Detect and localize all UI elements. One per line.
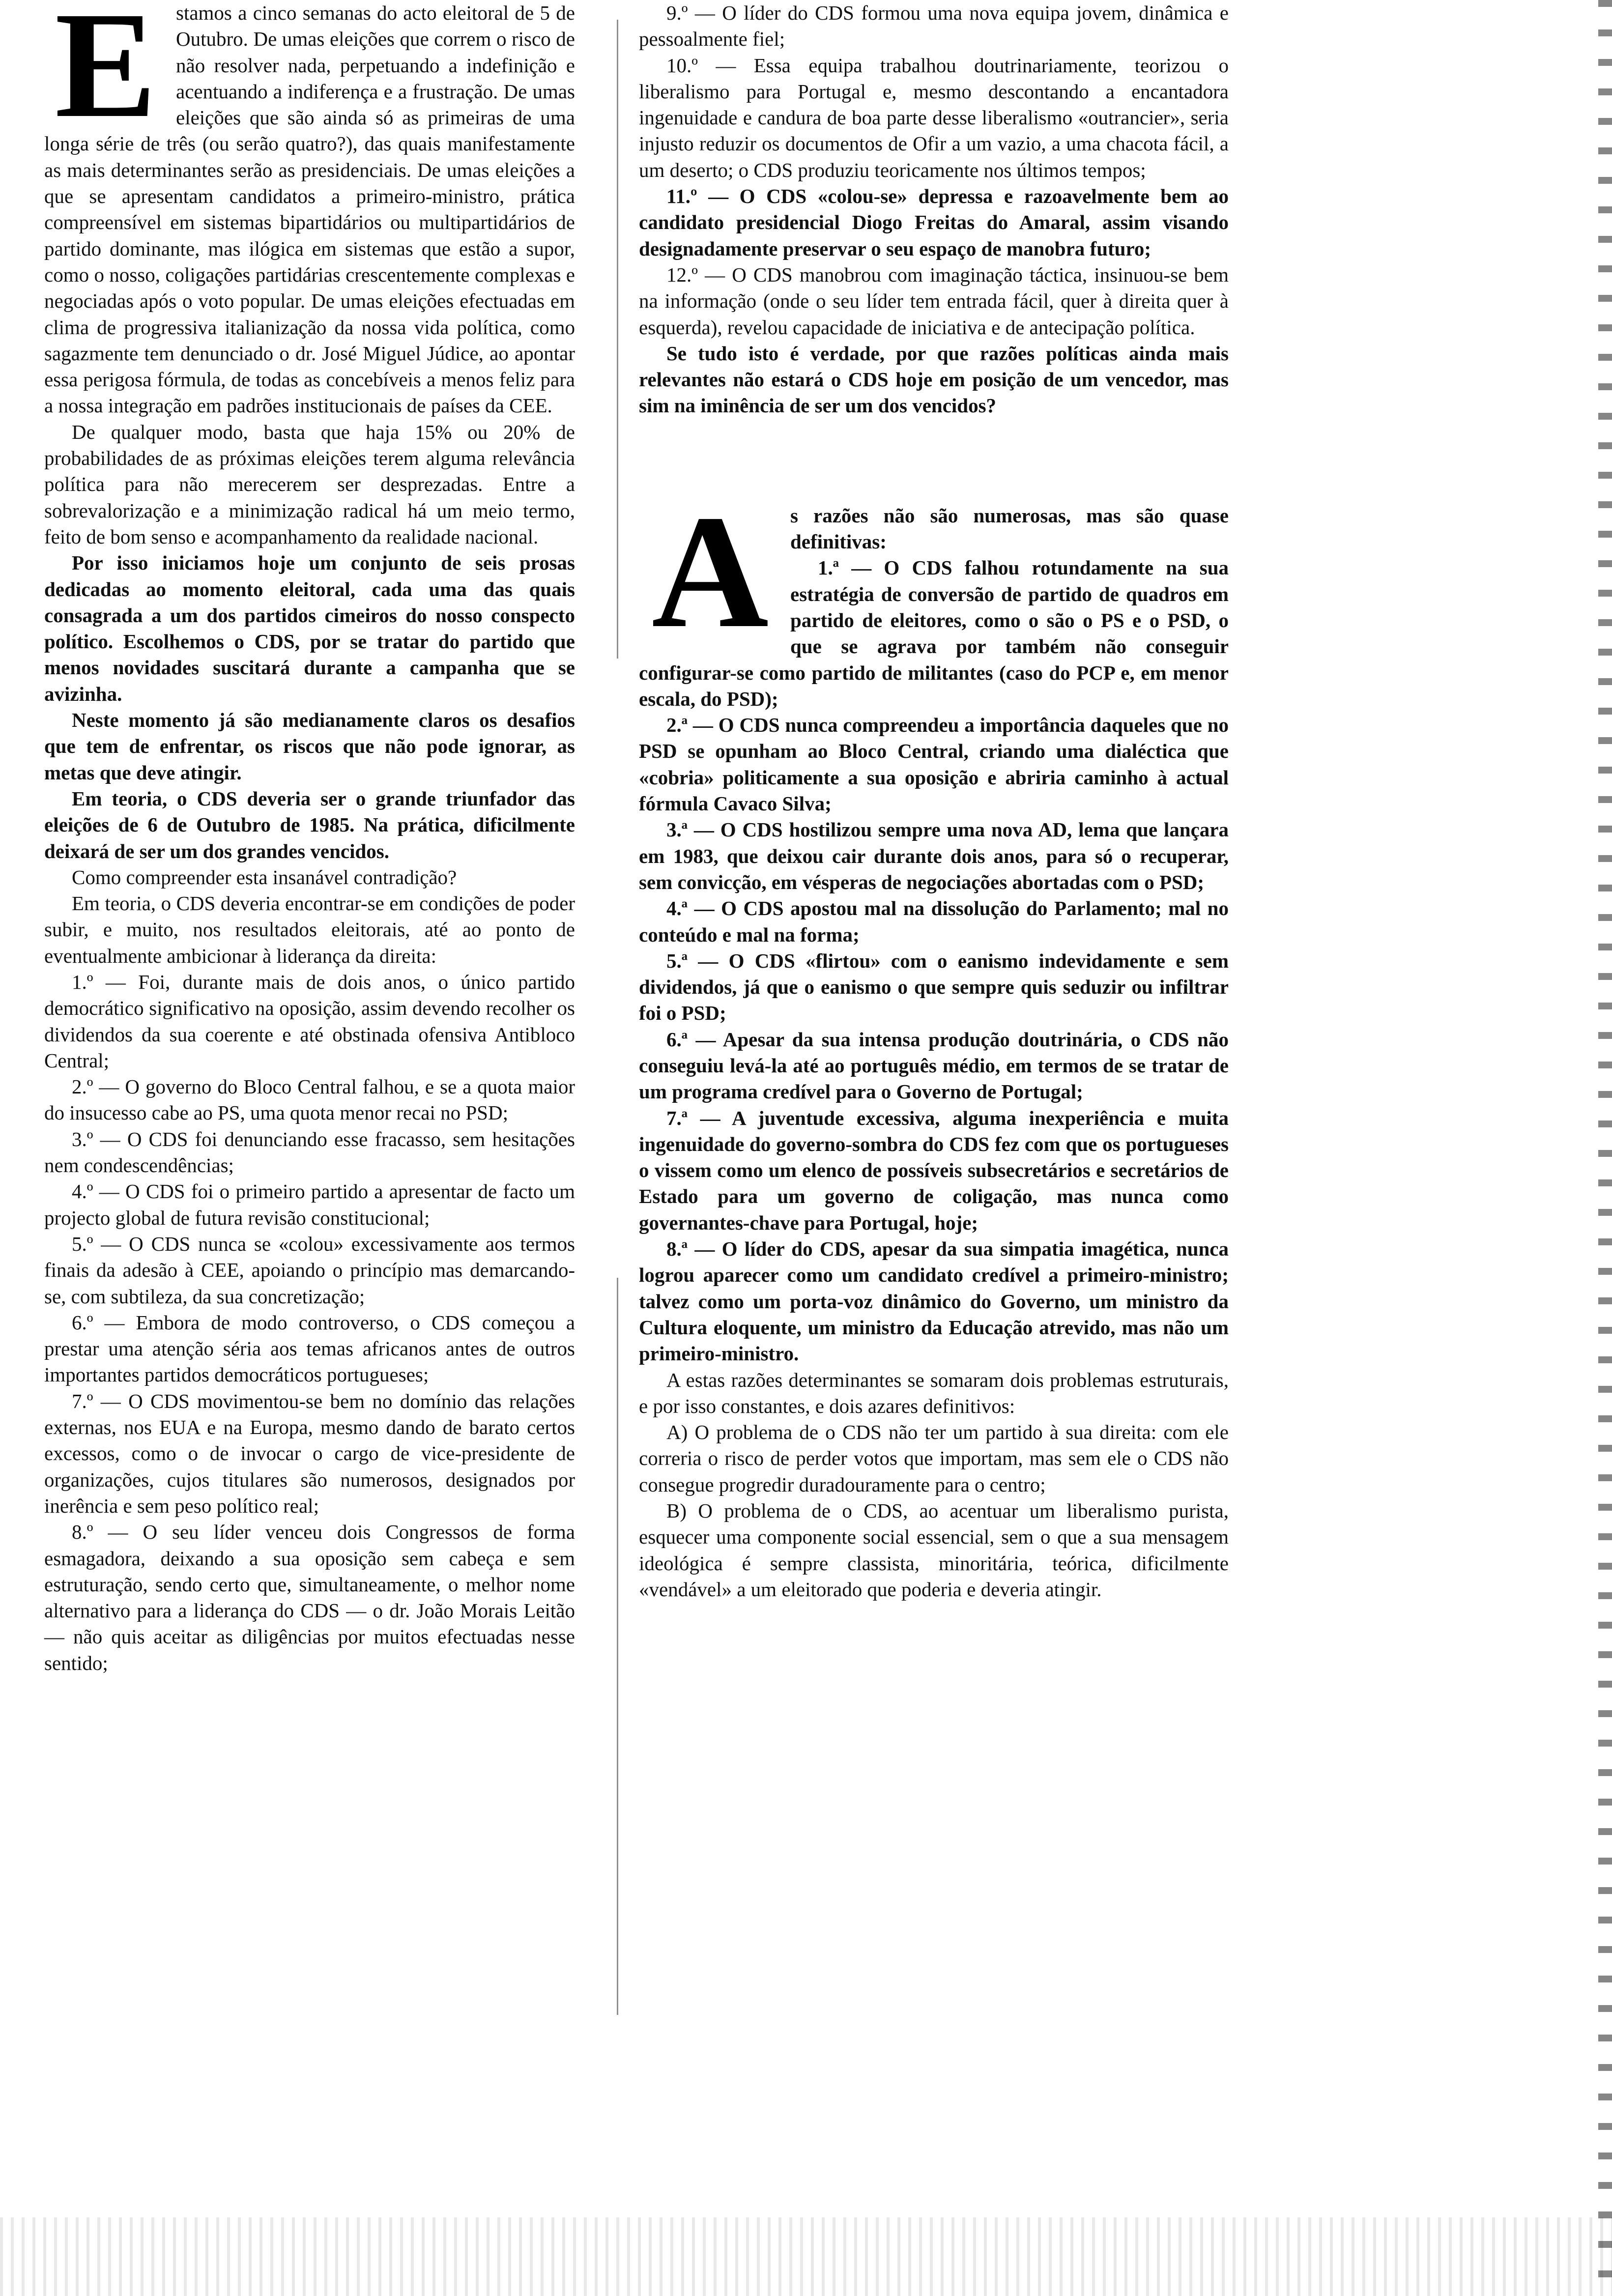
list-item: 2.ª — O CDS nunca compreendeu a importância daqueles que no PSD se opunham ao Bloco Central, criando uma dialéctica que «cobria» politicamente a sua oposição e abriria caminho à actual fórmula Cavaco Silva; bbox=[639, 714, 1229, 815]
paragraph: Neste momento já são medianamente claros os desafios que tem de enfrentar, os riscos que não pode ignorar, as metas que deve atingir. bbox=[44, 709, 575, 784]
paragraph: A estas razões determinantes se somaram dois problemas estruturais, e por isso constantes, e dois azares definitivos: bbox=[639, 1368, 1229, 1417]
list-item: 7.º — O CDS movimentou-se bem no domínio das relações externas, nos EUA e na Europa, mesmo dando de barato certos excessos, como o de invocar o cargo de vice-presidente de organizações, cujos titulares são numerosos, designados por inerência e sem peso político real; bbox=[44, 1389, 575, 1517]
list-item: 9.º — O líder do CDS formou uma nova equipa jovem, dinâmica e pessoalmente fiel; bbox=[639, 1, 1229, 51]
list-item: 1.ª — O CDS falhou rotundamente na sua estratégia de conversão de partido de quadros em partido de eleitores, como o são o PS e o PSD, o que se agrava por também não conseguir configurar-se como partido de militantes (caso do PCP e, em menor escala, do PSD); bbox=[639, 556, 1229, 710]
list-item: A) O problema de o CDS não ter um partido à sua direita: com ele correria o risco de perder votos que importam, mas sem ele o CDS não consegue progredir duradouramente para o centro; bbox=[639, 1421, 1229, 1496]
scan-edge-bottom bbox=[0, 2217, 1612, 2296]
scan-edge-right bbox=[1598, 0, 1612, 2296]
section-reasons bbox=[639, 482, 1229, 1603]
paragraph: Por isso iniciamos hoje um conjunto de seis prosas dedicadas ao momento eleitoral, cada uma das quais consagrada a um dos partidos cimeiros do nosso conspecto político. Escolhemos o CDS, por se tratar do partido que menos novidades suscitará durante a campanha que se avizinha. bbox=[44, 551, 575, 705]
list-item: 3.ª — O CDS hostilizou sempre uma nova AD, lema que lançara em 1983, que deixou cair durante dois anos, para só o recuperar, sem convicção, em vésperas de negociações abortadas com o PSD; bbox=[639, 818, 1229, 893]
list-item: B) O problema de o CDS, ao acentuar um liberalismo purista, esquecer uma componente social essencial, sem o que a sua mensagem ideológica é sempre classista, minoritária, teórica, dificilmente «vendável» a um eleitorado que poderia e deveria atingir. bbox=[639, 1499, 1229, 1601]
column-rule-top bbox=[617, 20, 618, 659]
paragraph-intro: stamos a cinco semanas do acto eleitoral de 5 de Outubro. De umas eleições que correm o risco de não resolver nada, perpetuando a indefinição e acentuando a indiferença e a frustração. De umas eleições que são ainda só as primeiras de uma longa série de três (ou serão quatro?), das quais manifestamente as mais determinantes serão as presidenciais. De umas eleições a que se apresentam candidatos a primeiro-ministro, prática compreensível em sistemas bipartidários ou multipartidários de partido dominante, mas ilógica em sistemas que estão a supor, como o nosso, coligações partidárias crescentemente complexas e negociadas após o voto popular. De umas eleições efectuadas em clima de progressiva italianização da nossa vida política, como sagazmente tem denunciado o dr. José Miguel Júdice, ao apontar essa perigosa fórmula, de todas as concebíveis a menos feliz para a nossa integração em padrões institucionais de países da CEE. bbox=[44, 1, 575, 417]
right-column bbox=[639, 0, 1229, 1603]
list-item: 8.º — O seu líder venceu dois Congressos de forma esmagadora, deixando a sua oposição sem cabeça e sem estruturação, sendo certo que, simultaneamente, o melhor nome alternativo para a liderança do CDS — o dr. João Morais Leitão — não quis aceitar as diligências por muitos efectuadas nesse sentido; bbox=[44, 1521, 575, 1674]
paragraph: De qualquer modo, basta que haja 15% ou 20% de probabilidades de as próximas eleições terem alguma relevância política para não merecerem ser desprezadas. Entre a sobrevalorização e a minimização radical há um meio termo, feito de bom senso e acompanhamento da realidade nacional. bbox=[44, 420, 575, 548]
list-item: 10.º — Essa equipa trabalhou doutrinariamente, teorizou o liberalismo para Portugal e, mesmo descontando a encantadora ingenuidade e candura de boa parte desse liberalismo «outrancier», seria injusto reduzir os documentos de Ofir a um vazio, a uma chacota fácil, a um deserto; o CDS produziu teoricamente nos últimos tempos; bbox=[639, 54, 1229, 181]
list-item: 2.º — O governo do Bloco Central falhou, e se a quota maior do insucesso cabe ao PS, uma quota menor recai no PSD; bbox=[44, 1075, 575, 1124]
column-rule-bottom bbox=[617, 1278, 618, 2015]
list-item: 8.ª — O líder do CDS, apesar da sua simpatia imagética, nunca logrou aparecer como um candidato credível a primeiro-ministro; talvez como um porta-voz dinâmico do Governo, um ministro da Cultura eloquente, um ministro da Educação atrevido, mas não um primeiro-ministro. bbox=[639, 1237, 1229, 1365]
paragraph-thesis: Em teoria, o CDS deveria ser o grande triunfador das eleições de 6 de Outubro de 1985. Na prática, dificilmente deixará de ser um dos grandes vencidos. bbox=[44, 787, 575, 862]
list-item: 5.º — O CDS nunca se «colou» excessivamente aos termos finais da adesão à CEE, apoiando o princípio mas demarcando-se, com subtileza, da sua concretização; bbox=[44, 1232, 575, 1308]
list-item: 1.º — Foi, durante mais de dois anos, o único partido democrático significativo na oposição, assim devendo recolher os dividendos da sua coerente e até obstinada ofensiva Antibloco Central; bbox=[44, 970, 575, 1072]
dropcap-e: E bbox=[55, 0, 157, 149]
paragraph: Em teoria, o CDS deveria encontrar-se em condições de poder subir, e muito, nos resultados eleitorais, até ao ponto de eventualmente ambicionar à liderança da direita: bbox=[44, 892, 575, 967]
paragraph-reasons-intro: s razões não são numerosas, mas são quase definitivas: bbox=[790, 504, 1229, 553]
list-item: 5.ª — O CDS «flirtou» com o eanismo indevidamente e sem dividendos, já que o eanismo o que sempre quis seduzir ou infiltrar foi o PSD; bbox=[639, 949, 1229, 1025]
list-item: 6.º — Embora de modo controverso, o CDS começou a prestar uma atenção séria aos temas africanos antes de outros importantes partidos democráticos portugueses; bbox=[44, 1311, 575, 1386]
list-item: 11.º — O CDS «colou-se» depressa e razoavelmente bem ao candidato presidencial Diogo Freitas do Amaral, assim visando designadamente preservar o seu espaço de manobra futuro; bbox=[639, 185, 1229, 260]
list-item: 4.º — O CDS foi o primeiro partido a apresentar de facto um projecto global de futura revisão constitucional; bbox=[44, 1180, 575, 1229]
list-item: 3.º — O CDS foi denunciando esse fracasso, sem hesitações nem condescendências; bbox=[44, 1127, 575, 1177]
paragraph-question: Se tudo isto é verdade, por que razões políticas ainda mais relevantes não estará o CDS hoje em posição de um vencedor, mas sim na iminência de ser um dos vencidos? bbox=[639, 342, 1229, 417]
list-item: 12.º — O CDS manobrou com imaginação táctica, insinuou-se bem na informação (onde o seu líder tem entrada fácil, quer à direita quer à esquerda), revelou capacidade de iniciativa e de antecipação política. bbox=[639, 263, 1229, 339]
dropcap-a: A bbox=[651, 482, 769, 661]
list-item: 6.ª — Apesar da sua intensa produção doutrinária, o CDS não conseguiu levá-la até ao português médio, em termos de se tratar de um programa credível para o Governo de Portugal; bbox=[639, 1028, 1229, 1103]
paragraph-question: Como compreender esta insanável contradição? bbox=[72, 865, 457, 889]
list-item: 7.ª — A juventude excessiva, alguma inexperiência e muita ingenuidade do governo-sombra do CDS fez com que os portugueses o vissem como um elenco de possíveis subsecretários e secretários de Estado para um governo de coligação, mas nunca como governantes-chave para Portugal, hoje; bbox=[639, 1106, 1229, 1234]
list-item: 4.ª — O CDS apostou mal na dissolução do Parlamento; mal no conteúdo e mal na forma; bbox=[639, 897, 1229, 946]
left-column bbox=[44, 0, 575, 1676]
